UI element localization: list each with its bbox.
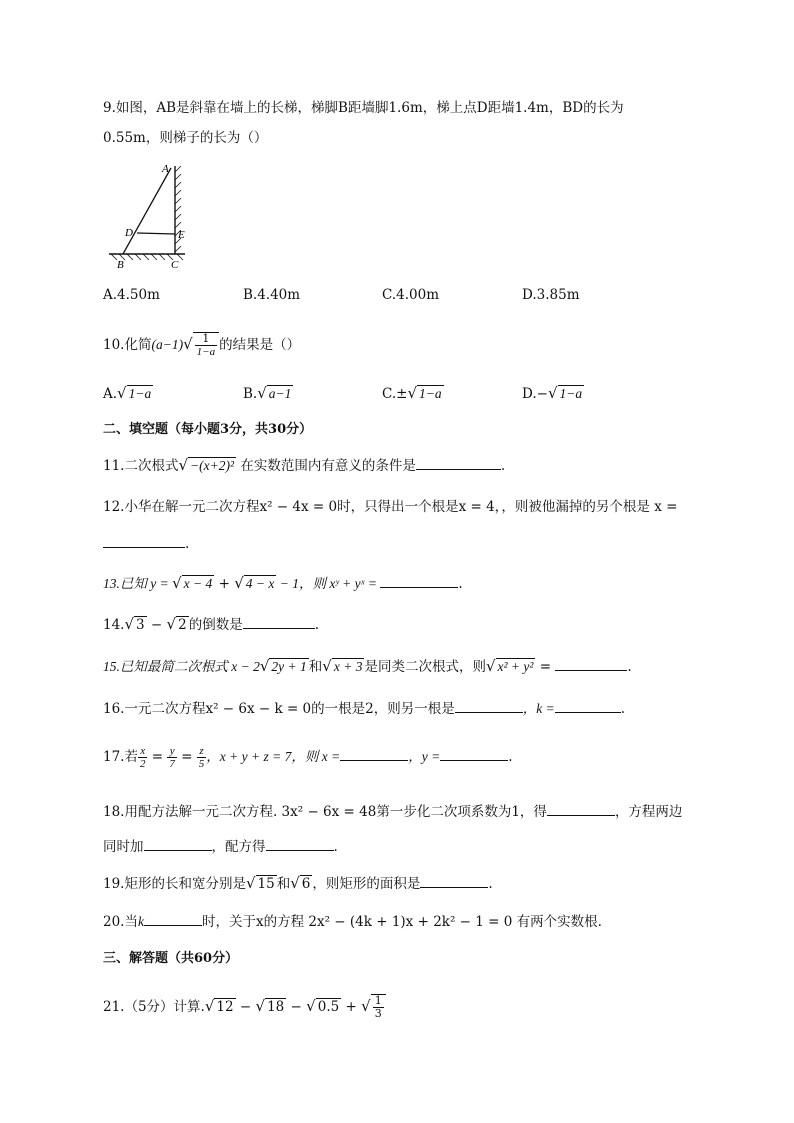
q10-frac-num: 1 [195,333,217,346]
segment-de [137,233,175,234]
answer-blank[interactable] [266,836,334,851]
q11-line: 11.二次根式√ −(x+2)² 在实数范围内有意义的条件是 . [103,456,506,474]
sqrt-icon: √ [117,384,127,402]
ladder-line [123,168,171,254]
label-a: A [162,163,169,175]
sqrt-icon: √ [485,657,496,675]
sqrt-icon: √ [257,384,267,402]
section-title-solve: 三、解答题（共60分） [103,951,239,966]
answer-blank[interactable] [555,698,621,713]
answer-blank[interactable] [380,573,458,588]
q12-line: 12.小华在解一元二次方程x² − 4x = 0时，只得出一个根是x = 4，，则被他漏掉的另个根是 x = [103,499,678,515]
section-title-fill: 二、填空题（每小题3分，共30分） [103,422,313,437]
answer-blank[interactable] [103,533,185,548]
sqrt-icon: √ [166,615,177,633]
q9-option-c: C.4.00m [382,287,439,303]
answer-blank[interactable] [416,455,501,470]
q10-option-c: C.±√ 1−a [382,384,442,402]
sqrt-icon: √ [178,456,189,474]
q18-line2: 同时加 ，配方得 . [103,836,338,857]
sqrt-icon: √ [204,997,215,1015]
q10-frac-den: 1−a [196,346,216,358]
sqrt-icon: √ [306,997,316,1015]
label-b: B [117,259,124,271]
answer-blank[interactable] [440,746,508,761]
sqrt-icon: √ [361,997,371,1015]
sqrt-icon: √ [290,874,300,892]
q9-option-b: B.4.40m [243,287,301,303]
q15-line: 15.已知最简二次根式 x − 2√ 2y + 1 和√ x + 3 是同类二次根式，则√ x² + y² = . [103,657,632,675]
sqrt-icon: √ [547,384,558,402]
sqrt-icon: √ [245,874,256,892]
sqrt-icon: √ [234,574,244,592]
q20-line: 20.当k 时，关于x的方程 2x² − (4k + 1)x + 2k² − 1 = 0 有两个实数根. [103,911,602,932]
q9-option-a: A.4.50m [103,287,160,303]
label-d: D [125,227,133,239]
answer-blank[interactable] [144,911,202,926]
sqrt-icon: √ [259,657,270,675]
sqrt-icon: √ [407,384,418,402]
q10-option-b: B.√ a−1 [243,384,292,402]
q19-line: 19.矩形的长和宽分别是√ 15 和√ 6 ，则矩形的面积是 . [103,874,493,892]
q10-suffix: 的结果是（） [219,337,301,353]
q18-line1: 18.用配方法解一元二次方程. 3x² − 6x = 48第一步化二次项系数为1，得 ，方程两边 [103,801,682,822]
q12-answer-line: . [103,533,189,554]
q10-option-a: A.√ 1−a [103,384,152,402]
q9-line2: 0.55m，则梯子的长为（） [103,130,268,146]
answer-blank[interactable] [144,836,212,851]
q10-expr: (a−1) [151,337,184,352]
sqrt-icon: √ [172,574,182,592]
q10-line [103,327,300,361]
q17-line: 17.若 $\frac{x}{2}$ = $\frac{y}{7}$ = $\frac{z}{5}$ ，x + y + z = 7，则 x = ，y = . [103,745,513,770]
sqrt-icon: √ [183,335,193,353]
answer-blank[interactable] [455,698,523,713]
q21-line: 21.（5分）计算.√ 12 − √ 18 − √ 0.5 + √ $\frac{1}{3}$ [103,988,386,1024]
sqrt-icon: √ [322,657,332,675]
q16-line: 16.一元二次方程x² − 6x − k = 0的一根是2，则另一根是 ，k = . [103,698,625,719]
q13-line: 13.已知 y = √ x − 4 + √ 4 − x − 1，则 xʸ + yˣ = . [103,574,463,592]
q9-line1: 9.如图，AB是斜靠在墙上的长梯，梯脚B距墙脚1.6m，梯上点D距墙1.4m，BD的长为 [103,100,624,116]
answer-blank[interactable] [547,801,615,816]
sqrt-icon: √ [124,615,135,633]
answer-blank[interactable] [243,614,315,629]
answer-blank[interactable] [555,656,627,671]
sqrt-icon: √ [255,997,266,1015]
q10-option-d: D.−√ 1−a [522,384,583,402]
ladder-figure [105,160,195,272]
q9-option-d: D.3.85m [522,287,580,303]
label-c: C [171,259,179,271]
q10-prefix: 10.化简 [103,337,152,353]
answer-blank[interactable] [420,873,488,888]
answer-blank[interactable] [340,746,408,761]
label-e: E [178,229,185,241]
q14-line: 14.√ 3 − √ 2 的倒数是 . [103,615,319,633]
